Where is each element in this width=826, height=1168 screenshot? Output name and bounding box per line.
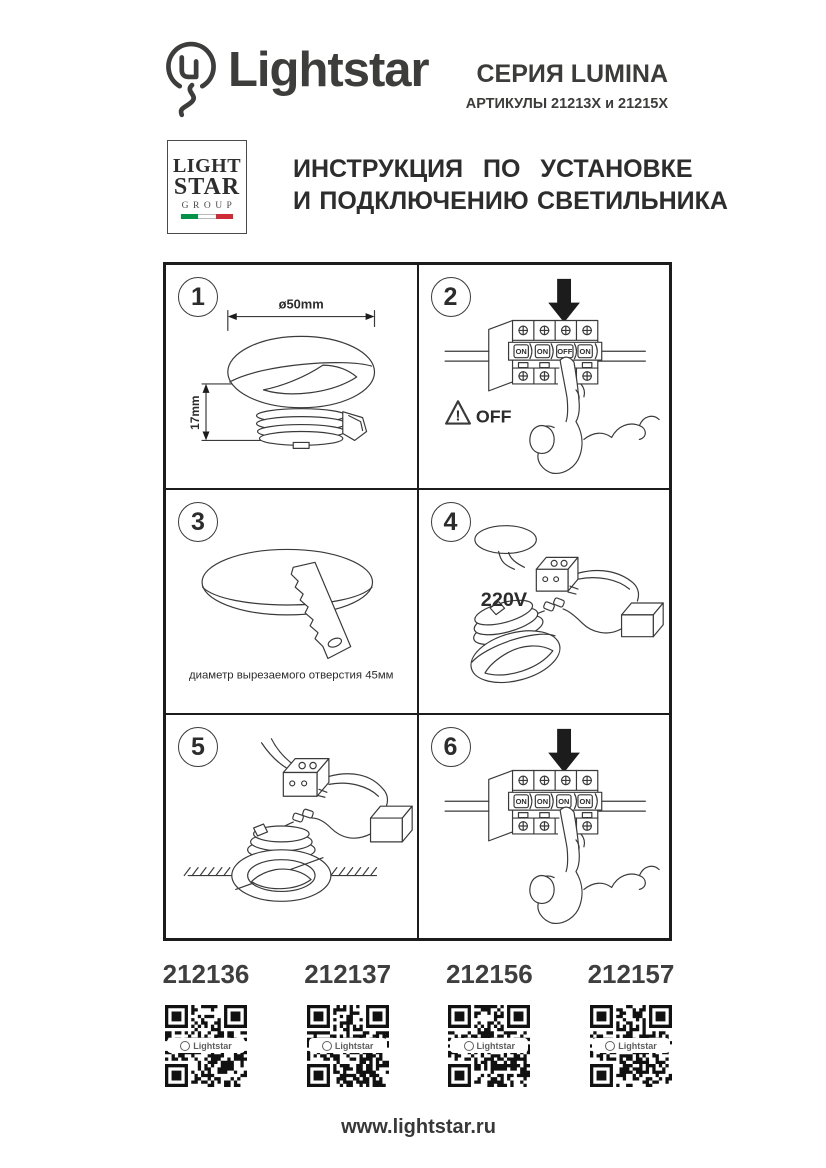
- breaker-label-1: ON: [515, 797, 527, 807]
- qr-logo-band: [167, 1038, 245, 1053]
- breaker-label-1: ON: [515, 347, 527, 357]
- lightstar-group-logo: [167, 140, 247, 234]
- step-3-cell: [165, 489, 418, 714]
- product-column: [446, 960, 532, 1087]
- articles-line: АРТИКУЛЫ 21213X и 21215X: [465, 96, 668, 112]
- step-6-badge: 6: [431, 727, 471, 767]
- product-code: 212136: [162, 959, 250, 989]
- qr-code: [448, 1005, 530, 1087]
- lightstar-logo: [164, 40, 429, 120]
- voltage-label: 220V: [480, 588, 527, 611]
- warning-exclamation: !: [455, 408, 460, 425]
- qr-logo-band: [450, 1038, 528, 1053]
- lightstar-bulb-mini-icon: [464, 1041, 474, 1051]
- qr-logo-band: [309, 1038, 387, 1053]
- qr-logo-text: Lightstar: [334, 1040, 374, 1051]
- step-4-cell: [418, 489, 671, 714]
- steps-grid: [163, 262, 672, 941]
- product-code: 212156: [445, 959, 533, 989]
- product-code: 212137: [304, 959, 392, 989]
- page-title-line1: ИНСТРУКЦИЯ ПО УСТАНОВКЕ: [293, 155, 693, 183]
- product-codes-row: [163, 960, 674, 1087]
- page-title: [293, 153, 728, 217]
- lightstar-bulb-mini-icon: [322, 1041, 332, 1051]
- cutout-caption: диаметр вырезаемого отверстия 45мм: [188, 669, 394, 682]
- qr-logo-text: Lightstar: [476, 1040, 516, 1051]
- breaker-label-2: ON: [536, 347, 548, 357]
- step-4-badge: 4: [431, 502, 471, 542]
- page-title-line2: И ПОДКЛЮЧЕНИЮ СВЕТИЛЬНИКА: [293, 187, 728, 215]
- breaker-label-3: ON: [557, 797, 569, 807]
- step-5-badge: 5: [178, 727, 218, 767]
- italy-flag: [181, 214, 233, 219]
- qr-code: [307, 1005, 389, 1087]
- product-column: [305, 960, 391, 1087]
- lightstar-bulb-mini-icon: [180, 1041, 190, 1051]
- logo-box-line2: STAR: [173, 173, 241, 200]
- down-arrow-icon: [548, 279, 580, 323]
- step-1-badge: 1: [178, 277, 218, 317]
- product-code: 212157: [587, 959, 675, 989]
- series-block: [466, 60, 668, 112]
- step-6-cell: [418, 714, 671, 939]
- step-1-cell: [165, 264, 418, 489]
- lamp-in-ceiling: [232, 824, 331, 901]
- website-url: www.lightstar.ru: [341, 1116, 496, 1138]
- qr-code: [590, 1005, 672, 1087]
- breaker-label-4: ON: [579, 347, 591, 357]
- lightstar-bulb-mini-icon: [605, 1041, 615, 1051]
- qr-logo-text: Lightstar: [618, 1040, 657, 1051]
- qr-logo-band: [592, 1038, 670, 1053]
- logo-box-line3: GROUP: [181, 200, 237, 211]
- breaker-label-3: OFF: [556, 347, 572, 357]
- dim-diameter-label: ø50mm: [278, 296, 324, 312]
- qr-logo-text: Lightstar: [193, 1040, 232, 1051]
- step-3-badge: 3: [178, 502, 218, 542]
- product-column: [163, 960, 249, 1087]
- step-2-cell: [418, 264, 671, 489]
- breaker-label-4: ON: [579, 797, 591, 807]
- step-5-cell: [165, 714, 418, 939]
- brand-wordmark: Lightstar: [228, 43, 429, 97]
- logo-box-line1: LIGHT: [172, 154, 242, 177]
- down-arrow-icon: [548, 729, 580, 773]
- dim-height-label: 17mm: [188, 395, 203, 430]
- qr-code: [165, 1005, 247, 1087]
- warning-off-label: OFF: [475, 406, 512, 427]
- breaker-label-2: ON: [536, 797, 548, 807]
- lightstar-bulb-icon: [164, 40, 218, 120]
- product-column: [588, 960, 674, 1087]
- step-2-badge: 2: [431, 277, 471, 317]
- series-title: СЕРИЯ LUMINA: [476, 60, 668, 88]
